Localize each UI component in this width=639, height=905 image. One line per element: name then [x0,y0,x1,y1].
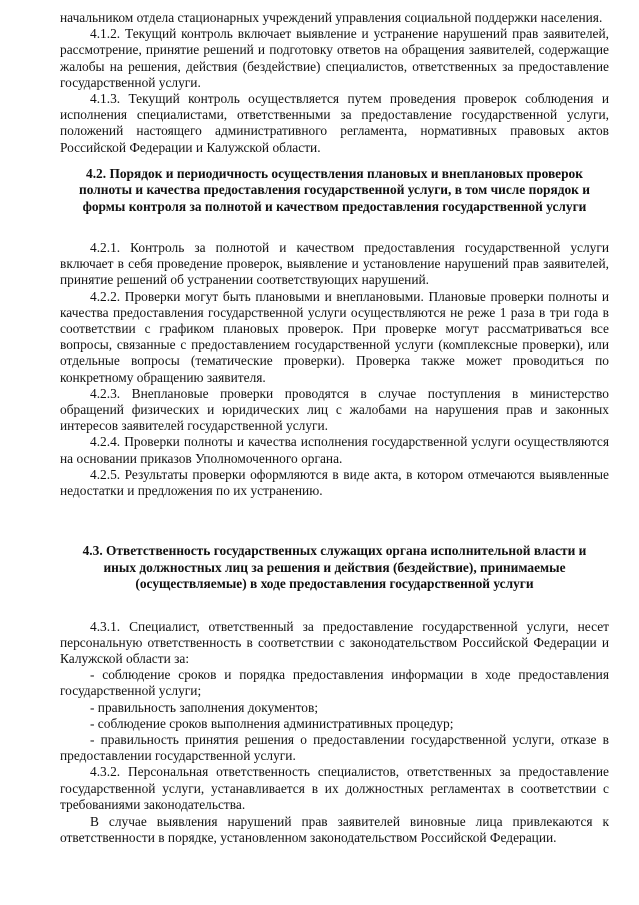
list-item: - соблюдение сроков и порядка предоставления информации в ходе предоставления государственной услуги; [60,667,609,699]
paragraph-4-3-2: 4.3.2. Персональная ответственность специалистов, ответственных за предоставление государственной услуги, устанавливается в их должностных регламентах в соответствии с требованиями законодательства. [60,764,609,812]
section-heading-4-2: 4.2. Порядок и периодичность осуществления плановых и внеплановых проверок полноты и качества предоставления государственной услуги, в том числе порядок и формы контроля за полнотой и качеством предоставления государственной услуги [79,165,590,214]
paragraph-4-3-1: 4.3.1. Специалист, ответственный за предоставление государственной услуги, несет персональную ответственность в соответствии с законодательством Российской Федерации и Калужской области за: [60,618,609,666]
paragraph-4-1-2: 4.1.2. Текущий контроль включает выявление и устранение нарушений прав заявителей, рассмотрение, принятие решений и подготовку ответов на обращения заявителей, содержащие жалобы на решения, действия (бездействие) специалистов, ответственных за предоставление государственной услуги. [60,26,609,90]
paragraph-continuation: начальником отдела стационарных учреждений управления социальной поддержки населения. [60,10,603,25]
paragraph-4-2-1: 4.2.1. Контроль за полнотой и качеством предоставления государственной услуги включает в себя проведение проверок, выявление и установление нарушений прав заявителей, принятие решений об устранении соответствующих нарушений. [60,240,609,288]
list-item: - правильность заполнения документов; [90,699,319,715]
paragraph-4-1-3: 4.1.3. Текущий контроль осуществляется путем проведения проверок соблюдения и исполнения специалистами, ответственными за предоставление государственной услуги, положений настоящего административного регламента, нормативных правовых актов Российской Федерации и Калужской области. [60,91,609,155]
list-item: - правильность принятия решения о предоставлении государственной услуги, отказе в предоставлении государственной услуги. [60,731,609,764]
paragraph-4-2-5: 4.2.5. Результаты проверки оформляются в виде акта, в котором отмечаются выявленные недостатки и предложения по их устранению. [60,466,609,499]
paragraph-4-2-4: 4.2.4. Проверки полноты и качества исполнения государственной услуги осуществляются на основании приказов Уполномоченного органа. [60,434,609,466]
paragraph-4-2-3: 4.2.3. Внеплановые проверки проводятся в случае поступления в министерство обращений физических и юридических лиц с жалобами на нарушения прав и законных интересов заявителей государственной услуги. [60,385,609,434]
section-heading-4-3: 4.3. Ответственность государственных служащих органа исполнительной власти и иных должностных лиц за решения и действия (бездействие), принимаемые (осуществляемые) в ходе предоставления государственной услуги [82,543,587,592]
paragraph-final: В случае выявления нарушений прав заявителей виновные лица привлекаются к ответственности в порядке, установленном законодательством Российской Федерации. [60,813,609,846]
paragraph-4-2-2: 4.2.2. Проверки могут быть плановыми и внеплановыми. Плановые проверки полноты и качества предоставления государственной услуги осуществляются не реже 1 раза в три года в соответствии с графиком плановых проверок. При проверке могут рассматриваться все вопросы, связанные с предоставлением государственной услуги (комплексные проверки), или отдельные вопросы (тематические проверки). Проверка также может проводиться по конкретному обращению заявителя. [60,288,609,385]
list-item: - соблюдение сроков выполнения административных процедур; [90,715,454,731]
